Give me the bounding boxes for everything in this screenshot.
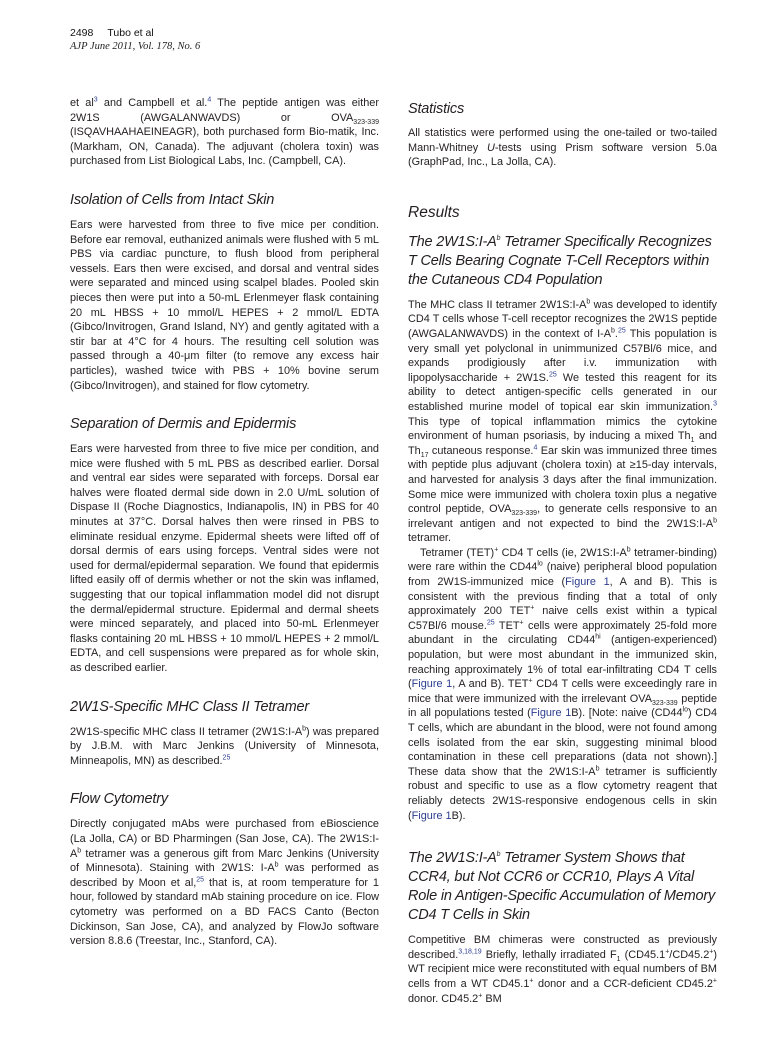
right-column bbox=[408, 100, 717, 1006]
text: was developed to identify CD4 T cells whose T-cell receptor recognizes the 2W1S peptide (AWGALANWAVDS) in the context of I-A bbox=[408, 298, 717, 340]
text: . bbox=[614, 327, 618, 340]
text: Directly conjugated mAbs were purchased from eBioscience (La Jolla, CA) or BD Pharmingen (San Jose, CA). The 2W1S:I-A bbox=[70, 818, 379, 860]
subscript: 1 bbox=[690, 437, 695, 445]
text: /CD45.2 bbox=[669, 948, 710, 961]
text: Ear skin was immunized three times with peptide plus adjuvant (cholera toxin) at ≥15-day intervals, and harvested for analysis 3 days after the final immunization. Some mice were immunized with cholera toxin plus a negative control peptide, OVA bbox=[408, 444, 717, 516]
text: This population is very small yet polyclonal in unimmunized C57Bl/6 mice, and expands prodigiously after i.v. immunization with lipopolysaccharide + 2W1S. bbox=[408, 327, 717, 384]
superscript: + bbox=[529, 977, 534, 985]
superscript: b bbox=[496, 851, 501, 859]
section-heading-results: Results bbox=[408, 203, 460, 221]
text: (naive) peripheral blood population from 2W1S-immunized mice ( bbox=[408, 561, 717, 589]
text: Briefly, lethally irradiated F bbox=[481, 948, 617, 961]
text: cells were approximately 25-fold more abundant in the circulating CD44 bbox=[408, 619, 717, 647]
text: B). bbox=[451, 809, 466, 822]
subscript: 323-339 bbox=[651, 699, 678, 707]
journal-citation: AJP June 2011, Vol. 178, No. 6 bbox=[70, 41, 201, 52]
text: The 2W1S:I-A bbox=[408, 233, 497, 250]
subsection-heading-tetramer-recognition bbox=[408, 233, 717, 290]
text: tetramer-binding) were rare within the CD44 bbox=[408, 546, 717, 574]
citation-link[interactable]: 3,18,19 bbox=[458, 948, 482, 956]
text: was performed as described by Moon et al, bbox=[70, 862, 379, 889]
section-heading-flow-cytometry: Flow Cytometry bbox=[70, 791, 168, 808]
citation-link[interactable]: 25 bbox=[548, 371, 557, 379]
text: Tetramer Specifically Recognizes T Cells Bearing Cognate T-Cell Receptors within the Cutaneous CD4 Population bbox=[408, 233, 712, 288]
text: The MHC class II tetramer 2W1S:I-A bbox=[408, 298, 587, 311]
text: The peptide antigen was either 2W1S (AWGALANWAVDS) or OVA bbox=[70, 97, 379, 124]
subscript: 323-339 bbox=[511, 510, 538, 518]
citation-link[interactable]: 3 bbox=[713, 400, 717, 408]
isolation-paragraph: Ears were harvested from three to five mice per condition. Before ear removal, euthanized animals were flushed with 5 mL PBS via cardiac puncture, to flush blood from peripheral vessels. Ears then were excised, and dorsal and ventral sides were separated and minced using scalpel blades. Pooled skin pieces then were put into a 50-mL Erlenmeyer flask containing 20 mL HBSS + 10 mmol/L HEPES + 2 mmol/L EDTA (Gibco/Invitrogen, Grand Island, NY) and gently agitated with a stir bar at 4°C for 4 hours. The resulting cell solution was passed through a 40-μm filter (to remove any excess hair particles), washed twice with PBS + 10% bovine serum (Gibco/Invitrogen), and stained for flow cytometry. bbox=[70, 218, 379, 392]
text: that is, at room temperature for 1 hour, followed by standard mAb staining procedure on ice. Flow cytometry was performed on a BD FACS Canto (Becton Dickinson, San Jose, CA), and analyzed by FlowJo software version 8.8.6 (Treestar, Inc., Stanford, CA). bbox=[70, 876, 379, 948]
text: CD4 T cells (ie, 2W1S:I-A bbox=[498, 546, 627, 559]
superscript: lo bbox=[682, 706, 688, 714]
text: Tetramer (TET) bbox=[420, 546, 495, 559]
superscript: + bbox=[478, 991, 483, 999]
text: , A and B). This is consistent with the previous finding that a total of only approximately 200 TET bbox=[408, 576, 718, 618]
superscript: b bbox=[274, 861, 279, 869]
superscript: + bbox=[528, 677, 533, 685]
figure-link[interactable]: Figure 1 bbox=[411, 678, 453, 691]
text: cutaneous response. bbox=[428, 444, 534, 457]
text: donor and a CCR-deficient CD45.2 bbox=[533, 977, 713, 990]
text: tetramer is sufficiently robust and specific to use as a flow cytometry reagent that reliably detects 2W1S-responsive endogenous cells in skin ( bbox=[408, 765, 718, 822]
text: B). [Note: naive (CD44 bbox=[571, 707, 683, 720]
text: The 2W1S:I-A bbox=[408, 850, 497, 867]
superscript: b bbox=[611, 327, 615, 335]
subsection-heading-ccr4-role bbox=[408, 849, 717, 925]
page-number: 2498 bbox=[70, 27, 94, 39]
text: ) CD4 T cells, which are abundant in the blood, were not found among cells isolated from the ear skin, suggesting minimal blood contamination in these cell preparations (data not shown).] These data show that the 2W1S:I-A bbox=[408, 707, 718, 778]
text: and Campbell et al. bbox=[97, 97, 208, 109]
running-authors: Tubo et al bbox=[107, 27, 154, 39]
text: peptide in all populations tested ( bbox=[408, 692, 717, 720]
subscript: 1 bbox=[616, 955, 621, 963]
figure-link[interactable]: Figure 1 bbox=[565, 576, 610, 589]
citation-link[interactable]: 25 bbox=[196, 876, 205, 884]
text: TET bbox=[494, 619, 520, 632]
citation-link[interactable]: 25 bbox=[222, 754, 231, 762]
text: (antigen-experienced) population, but were most abundant in the immunized skin, reaching approximately 1% of total ear-infiltrating CD4 T cells ( bbox=[408, 634, 717, 691]
flow-cytometry-paragraph bbox=[70, 817, 379, 948]
text: This type of topical inflammation mimics the cytokine environment of human psoriasis, by inducing a mixed Th bbox=[408, 415, 717, 443]
text: -tests using Prism software version 5.0a (GraphPad, Inc., La Jolla, CA). bbox=[408, 141, 717, 169]
text: We tested this reagent for its ability to detect antigen-specific cells generated in our established murine model of topical ear skin immunization. bbox=[408, 371, 717, 413]
figure-link[interactable]: Figure 1 bbox=[530, 707, 572, 720]
subscript: 17 bbox=[420, 451, 429, 459]
superscript: + bbox=[709, 948, 714, 956]
citation-link[interactable]: 4 bbox=[533, 444, 538, 452]
citation-link[interactable]: 25 bbox=[486, 619, 495, 627]
superscript: b bbox=[496, 234, 501, 242]
superscript: hi bbox=[595, 633, 601, 641]
text: et al bbox=[70, 97, 94, 109]
text: donor. CD45.2 bbox=[408, 992, 479, 1005]
results-paragraph-3 bbox=[408, 933, 717, 1006]
results-paragraph-1 bbox=[408, 298, 717, 546]
text: BM bbox=[482, 992, 502, 1005]
superscript: + bbox=[519, 619, 524, 627]
citation-link[interactable]: 3 bbox=[93, 96, 98, 104]
text: naive cells exist within a typical C57Bl/6 mouse. bbox=[408, 605, 717, 632]
text: (CD45.1 bbox=[620, 948, 666, 961]
superscript: lo bbox=[537, 560, 543, 568]
section-heading-statistics: Statistics bbox=[408, 101, 465, 117]
superscript: b bbox=[77, 846, 82, 854]
text: (ISQAVHAAHAEINEAGR), both purchased form Bio-matik, Inc. (Markham, ON, Canada). The adjuvant (cholera toxin) was purchased from List Biological Labs, Inc. (Campbell, CA). bbox=[70, 126, 379, 168]
superscript: + bbox=[665, 948, 670, 956]
superscript: + bbox=[494, 546, 499, 554]
text: tetramer was a generous gift from Marc Jenkins (University of Minnesota). Staining with 2W1S: I-A bbox=[70, 847, 379, 875]
page-header-line bbox=[70, 27, 200, 40]
italic-text: U bbox=[487, 141, 495, 154]
superscript: b bbox=[302, 724, 306, 732]
results-paragraph-2 bbox=[408, 546, 717, 823]
text: tetramer. bbox=[408, 532, 451, 545]
text: 2W1S-specific MHC class II tetramer (2W1S:I-A bbox=[70, 725, 303, 738]
methods-intro-paragraph bbox=[70, 96, 379, 169]
text: All statistics were performed using the one-tailed or two-tailed Mann-Whitney bbox=[408, 127, 717, 154]
superscript: b bbox=[713, 517, 717, 525]
superscript: + bbox=[530, 604, 535, 612]
section-heading-separation: Separation of Dermis and Epidermis bbox=[70, 416, 297, 433]
left-column bbox=[70, 96, 379, 949]
superscript: b bbox=[626, 546, 631, 554]
superscript: b bbox=[595, 765, 600, 773]
superscript: + bbox=[712, 977, 717, 985]
section-heading-isolation: Isolation of Cells from Intact Skin bbox=[70, 191, 275, 208]
citation-link[interactable]: 4 bbox=[207, 96, 212, 104]
text: Competitive BM chimeras were constructed as previously described. bbox=[408, 934, 717, 961]
statistics-paragraph bbox=[408, 126, 717, 170]
section-heading-tetramer: 2W1S-Specific MHC Class II Tetramer bbox=[70, 698, 310, 715]
subscript: 323-339 bbox=[353, 118, 379, 126]
superscript: b bbox=[586, 298, 591, 306]
text: , to generate cells responsive to an irrelevant antigen and not expected to bind the 2W1S:I-A bbox=[408, 503, 718, 530]
text: CD4 T cells were exceedingly rare in mice that were immunized with the irrelevant OVA bbox=[408, 678, 717, 705]
tetramer-paragraph bbox=[70, 725, 379, 769]
text: ) WT recipient mice were reconstituted with equal numbers of BM cells from a WT CD45.1 bbox=[408, 948, 717, 990]
text: ) was prepared by J.B.M. with Marc Jenkins (University of Minnesota, Minneapolis, MN) as described. bbox=[70, 725, 380, 767]
text: and Th bbox=[408, 430, 717, 457]
running-header bbox=[70, 27, 200, 53]
text: , A and B). TET bbox=[452, 678, 529, 691]
separation-paragraph: Ears were harvested from three to five mice per condition, and mice were flushed with 5 mL PBS as described earlier. Dorsal and ventral ear sides were separated with forceps. Dorsal ear halves were floated dermal side down in 2.0 U/mL solution of Dispase II (Roche Diagnostics, Indianapolis, IN) in PBS for 40 minutes at 37°C. Dorsal halves then were rinsed in PBS to eliminate residual enzyme. Epidermal sheets were lifted off of dorsal dermis of ears using forceps. Ventral sides were not used for dermal/epidermal separation. We found that epidermis lifted easily off of dermis whether or not the skin was inflamed, suggesting that our topical inflammation model did not disrupt the dermal/epidermal structure. Epidermal and dermal sheets were minced separately, and placed into 50-mL Erlenmeyer flasks containing 20 mL HBSS + 10 mmol/L HEPES + 2 mmol/L EDTA, and cell suspensions were prepared as for whole skin, as described earlier. bbox=[70, 443, 379, 674]
text: Tetramer System Shows that CCR4, but Not CCR6 or CCR10, Plays A Vital Role in Antigen-Specific Accumulation of Memory CD4 T Cells in Skin bbox=[408, 850, 716, 924]
citation-link[interactable]: 25 bbox=[617, 327, 626, 335]
figure-link[interactable]: Figure 1 bbox=[411, 809, 452, 822]
